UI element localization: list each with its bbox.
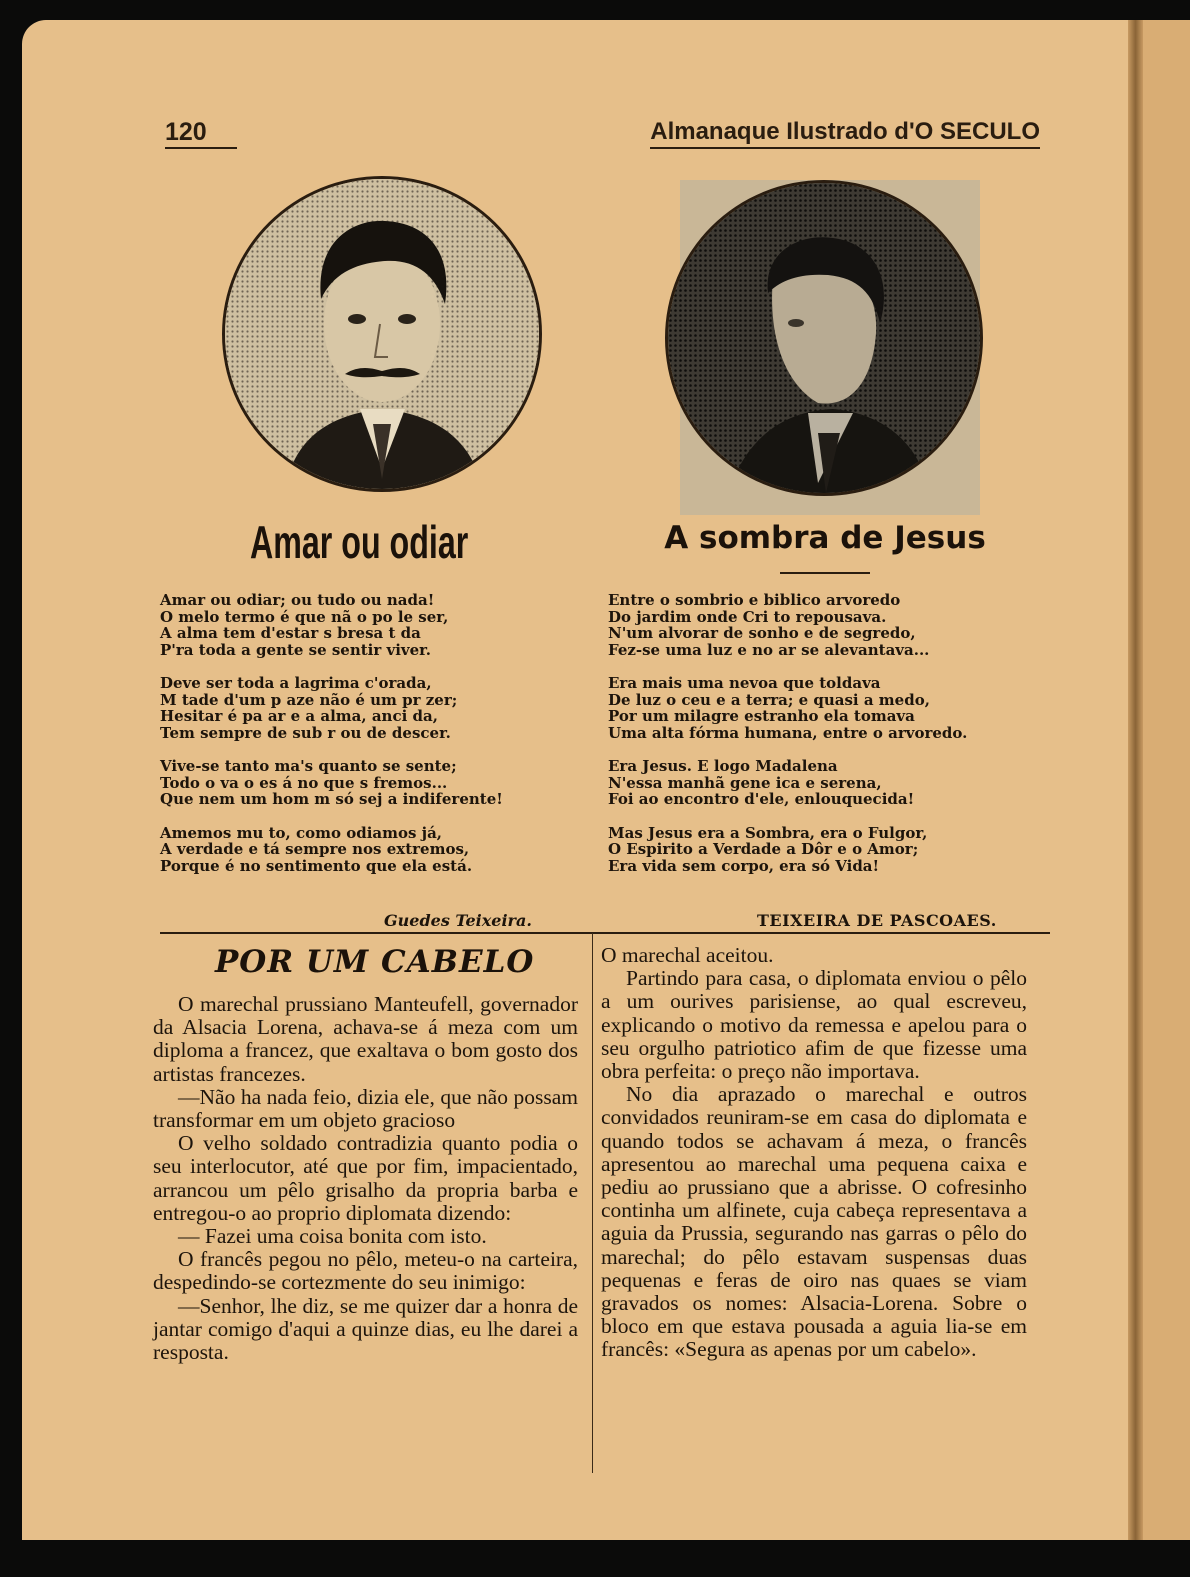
poem-line: Mas Jesus era a Sombra, era o Fulgor,: [608, 823, 928, 842]
poem-line: Amar ou odiar; ou tudo ou nada!: [160, 591, 435, 609]
story-column-left: [153, 993, 578, 1364]
story-column-right: [601, 944, 1027, 1362]
poem-line: Porque é no sentimento que ela está.: [160, 856, 473, 875]
poem-line: A alma tem d'estar s bresa t da: [160, 624, 421, 642]
portrait-man-mustache-icon: [225, 179, 539, 489]
story-paragraph: O velho soldado contradizia quanto podia o seu interlocutor, até que por fim, impacientado, arrancou um pêlo grisalho da propria barba e entregou-o ao proprio diplomata dizendo:: [153, 1131, 578, 1225]
portrait-right: [665, 180, 983, 496]
section-divider: [160, 932, 1050, 934]
poem-line: Amemos mu to, como odiamos já,: [160, 823, 443, 842]
poem-left-author: Guedes Teixeira.: [384, 911, 532, 930]
stanza: [608, 825, 1038, 875]
story-paragraph: —Não ha nada feio, dizia ele, que não possam transformar em um objeto gracioso: [153, 1084, 578, 1133]
portrait-man-profile-icon: [668, 183, 980, 493]
poem-line: Tem sempre de sub r ou de descer.: [160, 723, 451, 742]
stanza: [160, 675, 570, 741]
page-number: 120: [165, 118, 237, 149]
portrait-left: [222, 176, 542, 492]
column-divider: [592, 933, 593, 1473]
poem-line: De luz o ceu e a terra; e quasi a medo,: [608, 690, 930, 709]
poem-line: O melo termo é que nã o po le ser,: [160, 607, 449, 626]
poem-line: Uma alta fórma humana, entre o arvoredo.: [608, 723, 968, 742]
story-paragraph: —Senhor, lhe diz, se me quizer dar a honra de jantar comigo d'aqui a quinze dias, eu lhe darei a resposta.: [153, 1293, 578, 1365]
poem-line: Era mais uma nevoa que toldava: [608, 674, 881, 692]
poem-line: Hesitar é pa ar e a alma, anci da,: [160, 707, 438, 725]
stanza: [608, 592, 1038, 658]
story-paragraph: Partindo para casa, o diplomata enviou o pêlo a um ourives parisiense, ao qual escreveu, explicando o motivo da remessa e apelou para o seu orgulho patriotico afim de que fizesse uma obra perfeita: o preço não importava.: [601, 966, 1027, 1084]
story-paragraph: — Fazei uma coisa bonita com isto.: [178, 1224, 487, 1249]
book-gutter: [1128, 20, 1143, 1540]
stanza: [160, 825, 570, 875]
stanza: [608, 758, 1038, 808]
stanza: [160, 592, 570, 658]
poem-line: Todo o va o es á no que s fremos...: [160, 773, 448, 792]
stanza: [608, 675, 1038, 741]
poem-line: O Espirito a Verdade a Dôr e o Amor;: [608, 840, 919, 858]
poem-line: Entre o sombrio e biblico arvoredo: [608, 591, 901, 609]
story-paragraph: O marechal aceitou.: [601, 943, 774, 967]
poem-line: Fez-se uma luz e no ar se alevantava...: [608, 640, 930, 659]
poem-right: [608, 592, 1038, 891]
story-paragraph: No dia aprazado o marechal e outros convidados reuniram-se em casa do diplomata e quando todos se achavam á meza, o francês apresentou ao marechal uma pequena caixa e pediu ao prussiano que a abrisse. O cofresinho continha um alfinete, cuja cabeça representava a aguia da Prussia, segurando nas garras o pêlo do marechal; do pêlo estavam suspensas duas pequenas e feras de oiro nas quaes se viam gravados os nomes: Alsacia-Lorena. Sobre o bloco em que estava pousada a aguia lia-se em francês: «Segura as apenas por um cabelo».: [601, 1082, 1027, 1362]
story-paragraph: O francês pegou no pêlo, meteu-o na carteira, despedindo-se cortezmente do seu inimigo:: [153, 1247, 578, 1295]
poem-line: N'essa manhã gene ica e serena,: [608, 773, 882, 792]
page-header: [165, 118, 1040, 152]
poem-line: A verdade e tá sempre nos extremos,: [160, 840, 470, 858]
poem-line: Era vida sem corpo, era só Vida!: [608, 856, 880, 875]
poem-line: Do jardim onde Cri to repousava.: [608, 607, 887, 626]
poem-line: Era Jesus. E logo Madalena: [608, 757, 838, 775]
title-rule: [780, 572, 870, 574]
poem-line: P'ra toda a gente se sentir viver.: [160, 640, 431, 659]
poem-line: Vive-se tanto ma's quanto se sente;: [160, 757, 457, 775]
story-paragraph: O marechal prussiano Manteufell, governador da Alsacia Lorena, achava-se á meza com um diploma a francez, que exaltava o bom gosto dos artistas francezes.: [153, 992, 578, 1086]
poem-line: Foi ao encontro d'ele, enlouquecida!: [608, 790, 915, 808]
poem-line: M tade d'um p aze não é um pr zer;: [160, 690, 458, 709]
running-title: Almanaque Ilustrado d'O SECULO: [650, 118, 1040, 149]
poem-line: Que nem um hom m só sej a indiferente!: [160, 790, 503, 808]
poem-right-title: A sombra de Jesus: [664, 520, 986, 556]
poem-line: Deve ser toda a lagrima c'orada,: [160, 674, 432, 692]
story-title: POR UM CABELO: [215, 944, 535, 980]
poem-line: N'um alvorar de sonho e de segredo,: [608, 624, 916, 642]
poem-left-title: Amar ou odiar: [250, 516, 469, 568]
poem-line: Por um milagre estranho ela tomava: [608, 707, 915, 725]
poem-right-author: TEIXEIRA DE PASCOAES.: [757, 911, 997, 930]
poem-left: [160, 592, 570, 891]
next-page-edge: [1143, 20, 1190, 1540]
stanza: [160, 758, 570, 808]
